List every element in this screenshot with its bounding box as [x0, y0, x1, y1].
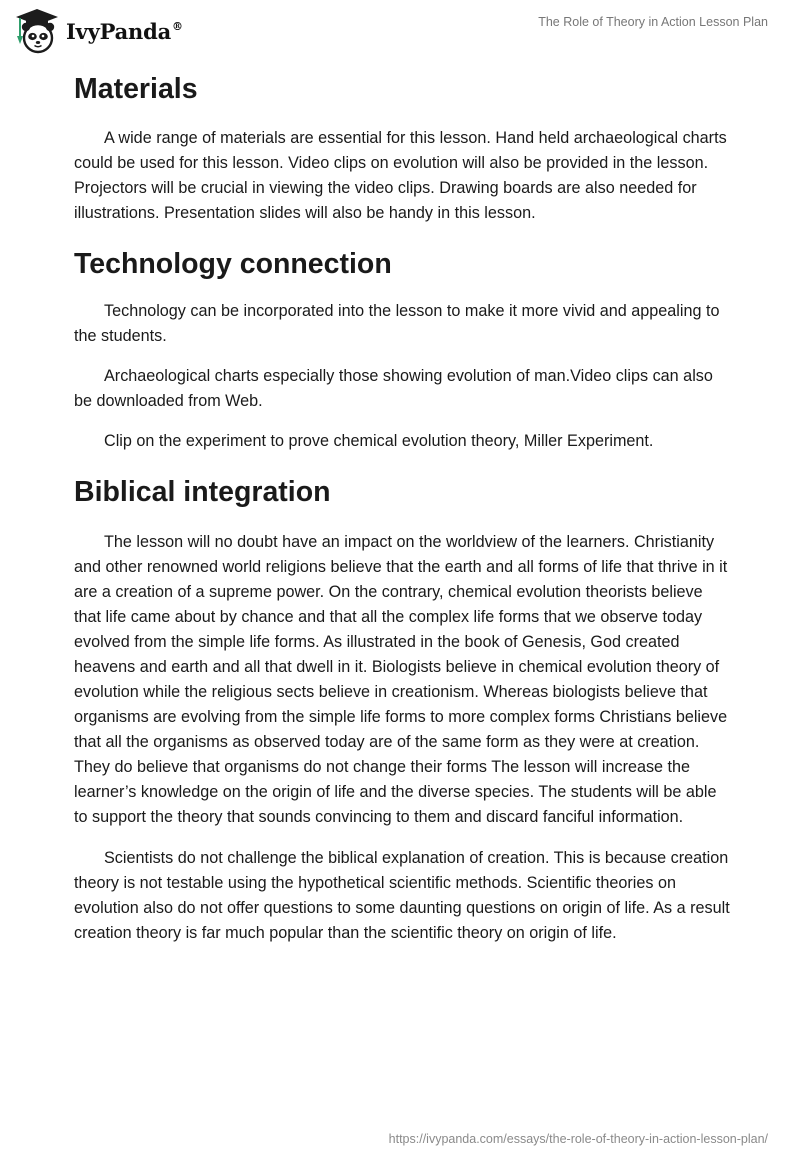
- paragraph: Technology can be incorporated into the lesson to make it more vivid and appealing to the students.: [74, 302, 720, 346]
- page-header: [0, 0, 800, 60]
- registered-mark: ®: [172, 19, 183, 33]
- paragraph: A wide range of materials are essential for this lesson. Hand held archaeological charts could be used for this lesson. Video clips on evolution will also be provided in the lesson. Projectors will be crucial in viewing the video clips. Drawing boards are also needed for illustrations. Presentation slides will also be handy in this lesson.: [74, 129, 727, 223]
- source-url-link[interactable]: https://ivypanda.com/essays/the-role-of-theory-in-action-lesson-plan/: [388, 1132, 768, 1146]
- logo-text: IvyPanda®: [66, 18, 183, 44]
- ivypanda-logo[interactable]: [14, 8, 183, 54]
- paragraph: Scientists do not challenge the biblical explanation of creation. This is because creation theory is not testable using the hypothetical scientific methods. Scientific theories on evolution also do not offer questions to some daunting questions on origin of life. As a result creation theory is far much popular than the scientific theory on origin of life.: [74, 848, 730, 942]
- paragraph: Archaeological charts especially those showing evolution of man.Video clips can also be downloaded from Web.: [74, 367, 713, 411]
- heading-biblical-integration: Biblical integration: [74, 476, 331, 509]
- essay-content: [74, 72, 730, 946]
- paragraph: Clip on the experiment to prove chemical evolution theory, Miller Experiment.: [104, 432, 654, 451]
- document-title: The Role of Theory in Action Lesson Plan: [538, 15, 768, 29]
- paragraph: The lesson will no doubt have an impact on the worldview of the learners. Christianity and other renowned world religions believe that the earth and all forms of life that thrive in it are a creation of a supreme power. On the contrary, chemical evolution theorists believe that life came about by chance and that all the complex life forms that we observe today evolved from the simple life forms. As illustrated in the book of Genesis, God created heavens and earth and all that dwell in it. Biologists believe in chemical evolution theory of evolution while the religious sects believe in creationism. Whereas biologists believe that organisms are evolving from the simple life forms to more complex forms Christians believe that all the organisms as observed today are of the same form as they were at creation. They do believe that organisms do not change their forms The lesson will increase the learner’s knowledge on the origin of life and the diverse species. The students will be able to support the theory that sounds convincing to them and discard fanciful information.: [74, 532, 728, 826]
- heading-materials: Materials: [74, 73, 198, 105]
- heading-technology-connection: Technology connection: [74, 248, 392, 281]
- panda-mortarboard-icon: [14, 8, 60, 54]
